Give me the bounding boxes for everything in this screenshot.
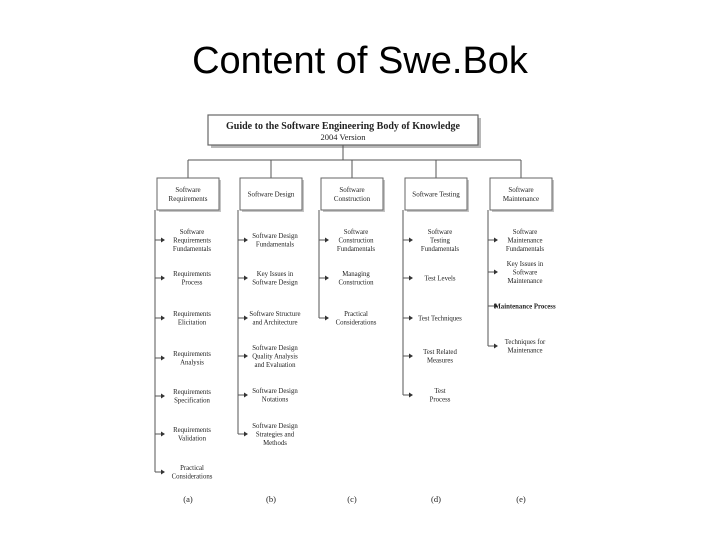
topic-item-label: Software Structure [249,311,301,319]
topic-item-label: Requirements [173,271,211,279]
item-arrowhead [409,276,413,281]
item-arrowhead [325,276,329,281]
column-caption: (b) [266,494,276,504]
topic-item-label: Software [512,228,538,236]
topic-item-label: Techniques for [504,339,546,347]
topic-item-label: Maintenance [507,277,543,285]
column-header-label: Construction [333,194,371,203]
item-arrowhead [244,393,248,398]
item-arrowhead [244,432,248,437]
topic-item-label: Process [181,279,203,287]
topic-item-label: Process [429,396,451,404]
topic-item-label: Fundamentals [420,245,460,253]
item-arrowhead [244,238,248,243]
item-arrowhead [409,316,413,321]
item-arrowhead [244,354,248,359]
topic-item-label: Fundamentals [336,245,376,253]
column-header-label: Software [508,185,534,194]
column-header-label: Software [175,185,201,194]
topic-item-label: Fundamentals [505,245,545,253]
item-arrowhead [409,354,413,359]
root-subtitle: 2004 Version [320,132,366,142]
item-arrowhead [161,316,165,321]
topic-item-label: Quality Analysis [252,353,298,361]
topic-item-label: Maintenance [507,237,543,245]
topic-item-label: Software Design [252,422,298,430]
topic-item-label: Practical [180,465,204,473]
topic-item-label: Software [427,228,453,236]
topic-item-label: and Architecture [252,319,298,327]
topic-item-label: Requirements [173,389,211,397]
topic-item-label: Software Design [252,279,298,287]
topic-item-label: Fundamentals [255,241,295,249]
topic-item-label: Testing [430,237,450,245]
topic-item-label: Considerations [335,319,377,327]
topic-item-label: Measures [426,357,454,365]
topic-item-label: Validation [178,435,206,443]
item-arrowhead [494,344,498,349]
topic-item-label: Software Design [252,388,298,396]
topic-item-label: Requirements [173,311,211,319]
column-caption: (e) [516,494,526,504]
topic-item-label: Strategies and [255,431,295,439]
topic-item-label: Specification [174,397,210,405]
topic-item-label: Key Issues in [256,271,294,279]
topic-item-label: Software Design [252,344,298,352]
topic-item-label: Software [512,269,538,277]
topic-item-label: Considerations [171,473,213,481]
topic-item-label: Software [179,228,205,236]
item-arrowhead [244,316,248,321]
column-header-label: Requirements [168,194,208,203]
topic-item-label: Practical [344,311,368,319]
item-arrowhead [325,316,329,321]
item-arrowhead [325,238,329,243]
item-arrowhead [161,470,165,475]
column-caption: (a) [183,494,193,504]
topic-item-label: Test Related [423,349,457,357]
item-arrowhead [409,393,413,398]
item-arrowhead [409,238,413,243]
topic-item-label: Test Techniques [418,315,462,323]
topic-item-label: Requirements [173,351,211,359]
column-header-label: Software [339,185,365,194]
topic-item-label: Fundamentals [172,245,212,253]
item-arrowhead [244,276,248,281]
column-caption: (c) [347,494,357,504]
topic-item-label: Managing [342,271,370,279]
topic-item-label: Construction [338,237,374,245]
root-title: Guide to the Software Engineering Body of Knowledge [226,121,460,132]
topic-item-label: Notations [261,396,289,404]
item-arrowhead [161,276,165,281]
topic-item-label: Maintenance Process [494,303,556,311]
topic-item-label: Analysis [180,359,204,367]
item-arrowhead [161,238,165,243]
column-caption: (d) [431,494,441,504]
slide-title: Content of Swe.Bok [192,40,528,82]
topic-item-label: Requirements [173,427,211,435]
topic-item-label: Key Issues in [506,260,544,268]
topic-item-label: Construction [338,279,374,287]
column-header-label: Software Design [247,190,295,199]
topic-item-label: Test [434,388,446,396]
item-arrowhead [494,270,498,275]
column-header-label: Maintenance [502,194,540,203]
topic-item-label: Software Design [252,233,298,241]
topic-item-label: and Evaluation [254,361,296,369]
topic-item-label: Software [343,228,369,236]
item-arrowhead [161,432,165,437]
topic-item-label: Maintenance [507,347,543,355]
topic-item-label: Elicitation [177,319,207,327]
topic-item-label: Requirements [173,237,211,245]
item-arrowhead [161,356,165,361]
column-header-label: Software Testing [412,190,460,199]
topic-item-label: Methods [263,439,287,447]
item-arrowhead [161,394,165,399]
topic-item-label: Test Levels [424,275,456,283]
item-arrowhead [494,238,498,243]
